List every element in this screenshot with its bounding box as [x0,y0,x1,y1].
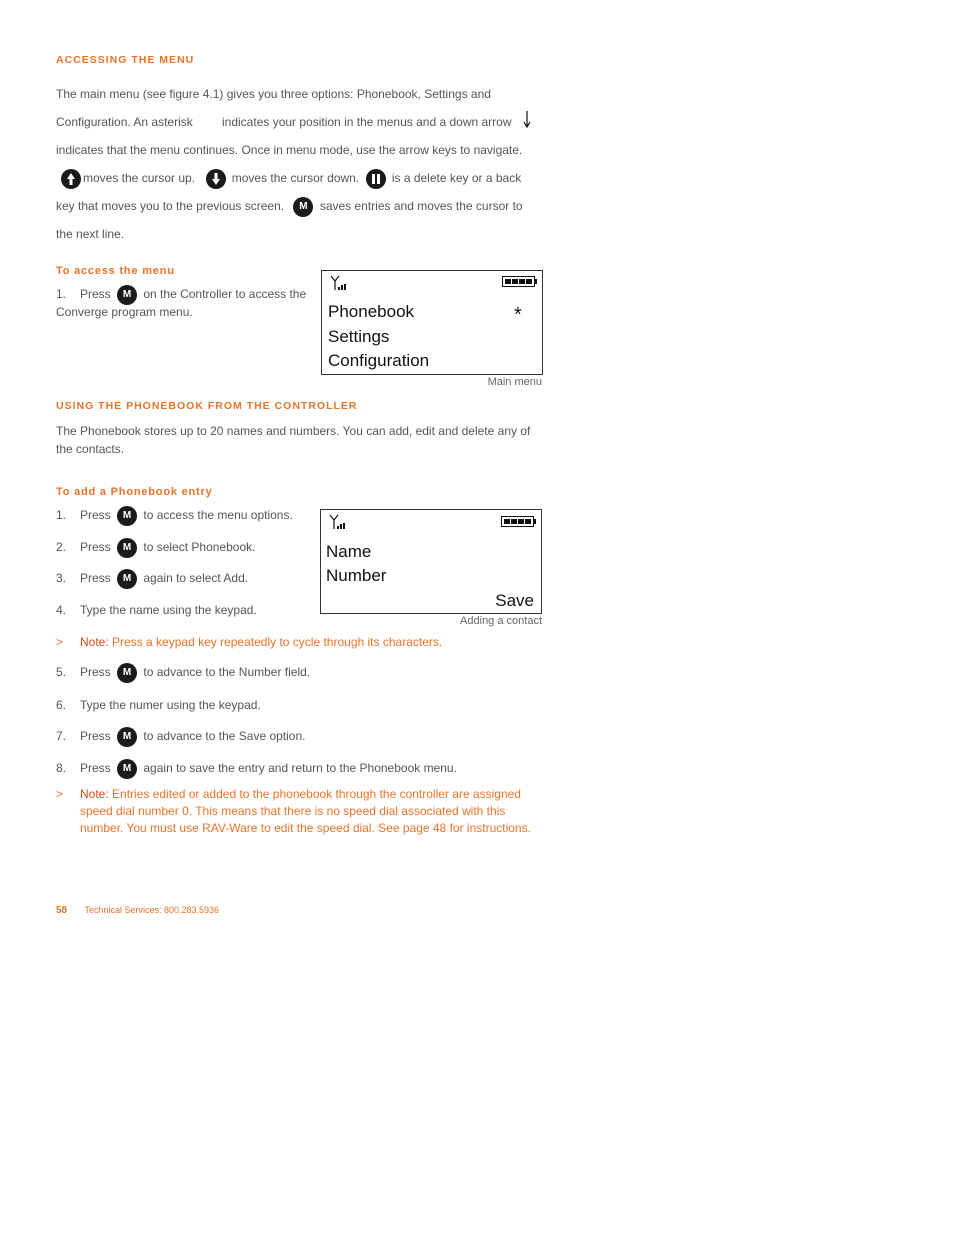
note-label: Note: [80,787,109,801]
asterisk-indicator: * [514,304,522,326]
step-press: Press [80,571,111,585]
note-2-line-3: number. You must use RAV-Ware to edit the speed dial. See page 48 for instructions. [80,821,531,835]
m-key-icon: M [117,727,137,747]
section-heading-phonebook: USING THE PHONEBOOK FROM THE CONTROLLER [56,400,358,412]
paragraph-line: The Phonebook stores up to 20 names and numbers. You can add, edit and delete any of [56,424,531,438]
paragraph-text: key that moves you to the previous screen. [56,199,285,213]
step-number: 7. [56,729,67,743]
m-key-icon: M [117,663,137,683]
battery-icon [501,516,537,528]
step-text-continued: Converge program menu. [56,305,193,319]
paragraph-line: The main menu (see figure 4.1) gives you three options: Phonebook, Settings and [56,87,491,101]
step-press: Press [80,729,111,743]
step-text: to access the menu options. [143,508,293,522]
signal-icon [330,275,348,291]
step-item [56,504,293,526]
field-number: Number [326,566,387,585]
up-arrow-key-icon [61,169,81,189]
step-text: to select Phonebook. [143,540,256,554]
m-key-icon: M [117,285,137,305]
paragraph-line [56,115,193,129]
step-number: 4. [56,603,67,617]
menu-item-configuration: Configuration [328,351,430,370]
step-item [56,661,310,683]
step-press: Press [80,508,111,522]
main-menu-screen [321,270,543,375]
step-press: Press [80,665,111,679]
paragraph-line [222,115,512,129]
step-item [56,536,255,558]
step-item [56,757,457,779]
step-number: 8. [56,761,67,775]
m-key-icon: M [293,197,313,217]
step-text: Type the numer using the keypad. [80,698,261,712]
note-marker: > [56,635,64,649]
menu-item-phonebook: Phonebook [328,302,415,321]
note-text: Press a keypad key repeatedly to cycle through its characters. [112,635,443,649]
step-text: to advance to the Number field. [143,665,311,679]
paragraph-line: the contacts. [56,442,125,456]
step-item [56,725,306,747]
down-arrow-key-icon [206,169,226,189]
down-arrow-icon [522,110,532,130]
step-press: Press [80,761,111,775]
step-item [56,567,248,589]
paragraph-line: the next line. [56,227,125,241]
add-contact-screen [320,509,542,614]
step-item [56,603,257,617]
step-text: Press [80,287,111,301]
section-heading-accessing-menu: ACCESSING THE MENU [56,54,195,66]
step-number: 3. [56,571,67,585]
paragraph-text: saves entries and moves the cursor to [319,199,523,213]
figure-caption: Adding a contact [460,615,542,627]
step-item [56,283,306,305]
paragraph-text: moves the cursor down. [231,171,360,185]
paragraph-text: moves the cursor up. [83,171,196,185]
note-text: Entries edited or added to the phonebook through the controller are assigned [112,787,521,801]
back-key-icon [366,169,386,189]
step-text: Type the name using the keypad. [80,603,257,617]
subheading-access-menu: To access the menu [56,265,175,277]
step-number: 2. [56,540,67,554]
paragraph-text: is a delete key or a back [391,171,522,185]
battery-icon [502,276,538,288]
subheading-add-entry: To add a Phonebook entry [56,486,213,498]
step-text: on the Controller to access the [143,287,307,301]
note-2 [56,787,521,801]
paragraph-text: indicates your position in the menus and a down arrow [222,115,512,129]
page-number: 58 [56,905,68,916]
note-1 [56,635,442,649]
step-text: again to select Add. [143,571,249,585]
step-number: 6. [56,698,67,712]
figure-caption: Main menu [487,376,542,388]
note-marker: > [56,787,64,801]
step-text: again to save the entry and return to the Phonebook menu. [143,761,457,775]
paragraph-line-keys [59,167,521,189]
step-number: 1. [56,508,67,522]
note-label: Note: [80,635,109,649]
save-option: Save [495,591,534,610]
footer-text: Technical Services: 800.283.5936 [84,905,220,915]
step-text: to advance to the Save option. [143,729,306,743]
paragraph-line: indicates that the menu continues. Once in menu mode, use the arrow keys to navigate. [56,143,523,157]
step-press: Press [80,540,111,554]
footer [56,902,219,916]
menu-item-settings: Settings [328,327,390,346]
signal-icon [329,514,347,530]
note-2-line-2: speed dial number 0. This means that there is no speed dial associated with this [80,804,506,818]
m-key-icon: M [117,569,137,589]
step-item [56,698,261,712]
paragraph-line-keys [56,195,523,217]
m-key-icon: M [117,538,137,558]
m-key-icon: M [117,759,137,779]
field-name: Name [326,542,372,561]
m-key-icon: M [117,506,137,526]
step-number: 5. [56,665,67,679]
step-number: 1. [56,287,67,301]
paragraph-text: Configuration. An asterisk [56,115,193,129]
